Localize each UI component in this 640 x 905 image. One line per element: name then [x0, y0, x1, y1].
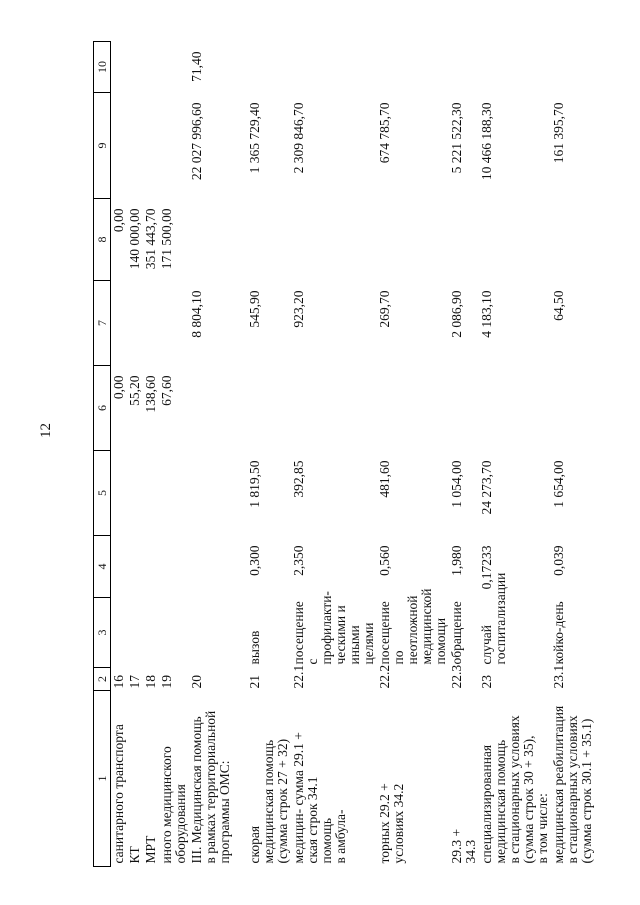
table-cell-c9: 1 365 729,40	[247, 102, 262, 174]
table-cell-c3: обращение	[449, 601, 464, 665]
table-cell-c2: 22.2	[377, 664, 392, 689]
table-cell-c9: 674 785,70	[377, 102, 392, 164]
table-cell-c10	[291, 42, 377, 93]
table-cell-c10	[551, 42, 595, 93]
table-cell-c1: торных 29.2 + условиях 34.2	[377, 783, 406, 864]
table-cell-c9	[111, 93, 128, 199]
table-cell-c3	[111, 598, 128, 668]
table-cell-c2: 23	[479, 675, 494, 689]
table-body	[111, 42, 596, 867]
table-cell-c8	[247, 199, 291, 281]
table-cell-c1: медицинская реабилитация в стационарных условиях (сумма строк 30.1 + 35.1)	[551, 705, 594, 864]
table-cell-c1: специализированная медицинская помощь в стационарных условиях (сумма строк 30 + 35), в том числе:	[479, 715, 550, 864]
table-cell-c9	[127, 93, 143, 199]
table-cell-c3: койко-день	[551, 601, 566, 665]
table-cell-c10	[247, 42, 291, 93]
table-cell-c2: 22.1	[291, 664, 306, 689]
table-cell-c9: 5 221 522,30	[449, 102, 464, 174]
table-cell-c8	[377, 199, 449, 281]
table-cell-c8: 0,00	[111, 208, 126, 233]
table-cell-c6	[189, 366, 247, 451]
table-cell-c10	[143, 42, 159, 93]
table-cell-c7: 269,70	[377, 290, 392, 328]
header-row	[94, 42, 111, 867]
table-cell-c8: 140 000,00	[127, 208, 142, 270]
table-cell-c1: санитарного транспорта	[111, 724, 126, 864]
table-cell-c7: 923,20	[291, 290, 306, 328]
table-cell-c10	[377, 42, 449, 93]
table-cell-c5	[159, 451, 189, 536]
table-cell-c3	[189, 598, 247, 668]
table-cell-c8: 351 443,70	[143, 208, 158, 270]
table-cell-c6: 138,60	[143, 375, 158, 413]
table-cell-c4: 0,560	[377, 545, 392, 576]
table-cell-c1: МРТ	[143, 835, 158, 864]
column-header: 2	[94, 668, 111, 691]
table-cell-c2: 19	[159, 675, 174, 689]
table-cell-c2: 23.1	[551, 664, 566, 689]
table-cell-c6: 0,00	[111, 375, 126, 400]
table-cell-c7: 545,90	[247, 290, 262, 328]
table-cell-c7	[127, 281, 143, 366]
column-header: 6	[94, 366, 111, 451]
table-cell-c2: 21	[247, 675, 262, 689]
table-row	[247, 42, 291, 867]
table-row	[479, 42, 551, 867]
table-cell-c7: 4 183,10	[479, 290, 494, 338]
table-cell-c4: 2,350	[291, 545, 306, 576]
table-row	[159, 42, 189, 867]
table-cell-c4	[111, 536, 128, 598]
table-cell-c4	[143, 536, 159, 598]
table-cell-c2: 16	[111, 675, 126, 689]
table-row	[111, 42, 128, 867]
table-cell-c4	[189, 536, 247, 598]
table-row	[143, 42, 159, 867]
table-row	[291, 42, 377, 867]
table-cell-c4	[159, 536, 189, 598]
table-cell-c2: 17	[127, 675, 142, 689]
table-cell-c3: посещение с профилакти- ческими и иными целями	[291, 591, 376, 665]
table-cell-c5: 1 654,00	[551, 460, 566, 508]
table-cell-c2: 18	[143, 675, 158, 689]
table-cell-c2: 20	[189, 675, 204, 689]
table-cell-c4: 0,039	[551, 545, 566, 576]
column-header: 9	[94, 93, 111, 199]
table-cell-c3	[159, 598, 189, 668]
table-cell-c1: КТ	[127, 846, 142, 864]
table-cell-c8	[291, 199, 377, 281]
table-cell-c3: вызов	[247, 630, 262, 665]
table-cell-c4: 0,300	[247, 545, 262, 576]
table-cell-c3: случай госпитализации	[479, 572, 508, 665]
rotated-table-sheet	[93, 42, 594, 867]
column-header: 4	[94, 536, 111, 598]
table-cell-c7	[159, 281, 189, 366]
table-cell-c1: 29.3 + 34.3	[449, 828, 478, 864]
table-cell-c2: 22.3	[449, 664, 464, 689]
table-row	[449, 42, 479, 867]
column-header: 7	[94, 281, 111, 366]
column-header: 8	[94, 199, 111, 281]
table-cell-c10	[449, 42, 479, 93]
table-cell-c1: иного медицинского оборудования	[159, 746, 188, 864]
column-header: 1	[94, 691, 111, 867]
table-cell-c1: скорая медицинская помощь (сумма строк 27 + 32)	[247, 738, 290, 864]
column-header: 3	[94, 598, 111, 668]
table-cell-c3	[143, 598, 159, 668]
table-cell-c6	[449, 366, 479, 451]
column-header: 10	[94, 42, 111, 93]
table-cell-c6	[291, 366, 377, 451]
table-cell-c5: 24 273,70	[479, 460, 494, 515]
table-cell-c6	[479, 366, 551, 451]
table-cell-c8: 171 500,00	[159, 208, 174, 270]
table-cell-c5	[143, 451, 159, 536]
table-cell-c6	[551, 366, 595, 451]
table-cell-c9: 2 309 846,70	[291, 102, 306, 174]
table-cell-c7: 8 804,10	[189, 290, 204, 338]
table-cell-c1: медицин- сумма 29.1 + ская строк 34.1 помощь в амбула-	[291, 732, 348, 864]
table-cell-c8	[449, 199, 479, 281]
table-cell-c5: 1 819,50	[247, 460, 262, 508]
table-row	[551, 42, 595, 867]
column-header: 5	[94, 451, 111, 536]
table-cell-c9: 22 027 996,60	[189, 102, 204, 181]
table-cell-c9: 161 395,70	[551, 102, 566, 164]
table-row	[127, 42, 143, 867]
table-cell-c9	[143, 93, 159, 199]
table-cell-c10	[111, 42, 128, 93]
table-cell-c8	[551, 199, 595, 281]
table-cell-c4: 1,980	[449, 545, 464, 576]
table-row	[377, 42, 449, 867]
table-cell-c5	[189, 451, 247, 536]
table-cell-c7: 2 086,90	[449, 290, 464, 338]
table-cell-c5	[127, 451, 143, 536]
table-cell-c10	[127, 42, 143, 93]
table-cell-c5: 481,60	[377, 460, 392, 498]
table-cell-c1: III. Медицинская помощь в рамках территориальной программы ОМС:	[189, 710, 232, 864]
table-cell-c5	[111, 451, 128, 536]
table-cell-c6	[377, 366, 449, 451]
table-cell-c4: 0,17233	[479, 545, 494, 590]
table-cell-c6: 67,60	[159, 375, 174, 406]
table-row	[189, 42, 247, 867]
table-cell-c7	[143, 281, 159, 366]
table-cell-c8	[479, 199, 551, 281]
table-cell-c6	[247, 366, 291, 451]
table-cell-c10	[159, 42, 189, 93]
table-cell-c7	[111, 281, 128, 366]
table-cell-c5: 1 054,00	[449, 460, 464, 508]
table-cell-c6: 55,20	[127, 375, 142, 406]
table-cell-c9	[159, 93, 189, 199]
table-cell-c3	[127, 598, 143, 668]
table-cell-c3: посещение по неотложной медицинской помощи	[377, 588, 448, 665]
data-table	[93, 41, 595, 867]
table-cell-c10	[479, 42, 551, 93]
table-cell-c9: 10 466 188,30	[479, 102, 494, 181]
table-cell-c10: 71,40	[189, 51, 204, 82]
table-cell-c4	[127, 536, 143, 598]
table-cell-c7: 64,50	[551, 290, 566, 321]
table-cell-c8	[189, 199, 247, 281]
page-number: 12	[38, 423, 54, 438]
table-cell-c5: 392,85	[291, 460, 306, 498]
